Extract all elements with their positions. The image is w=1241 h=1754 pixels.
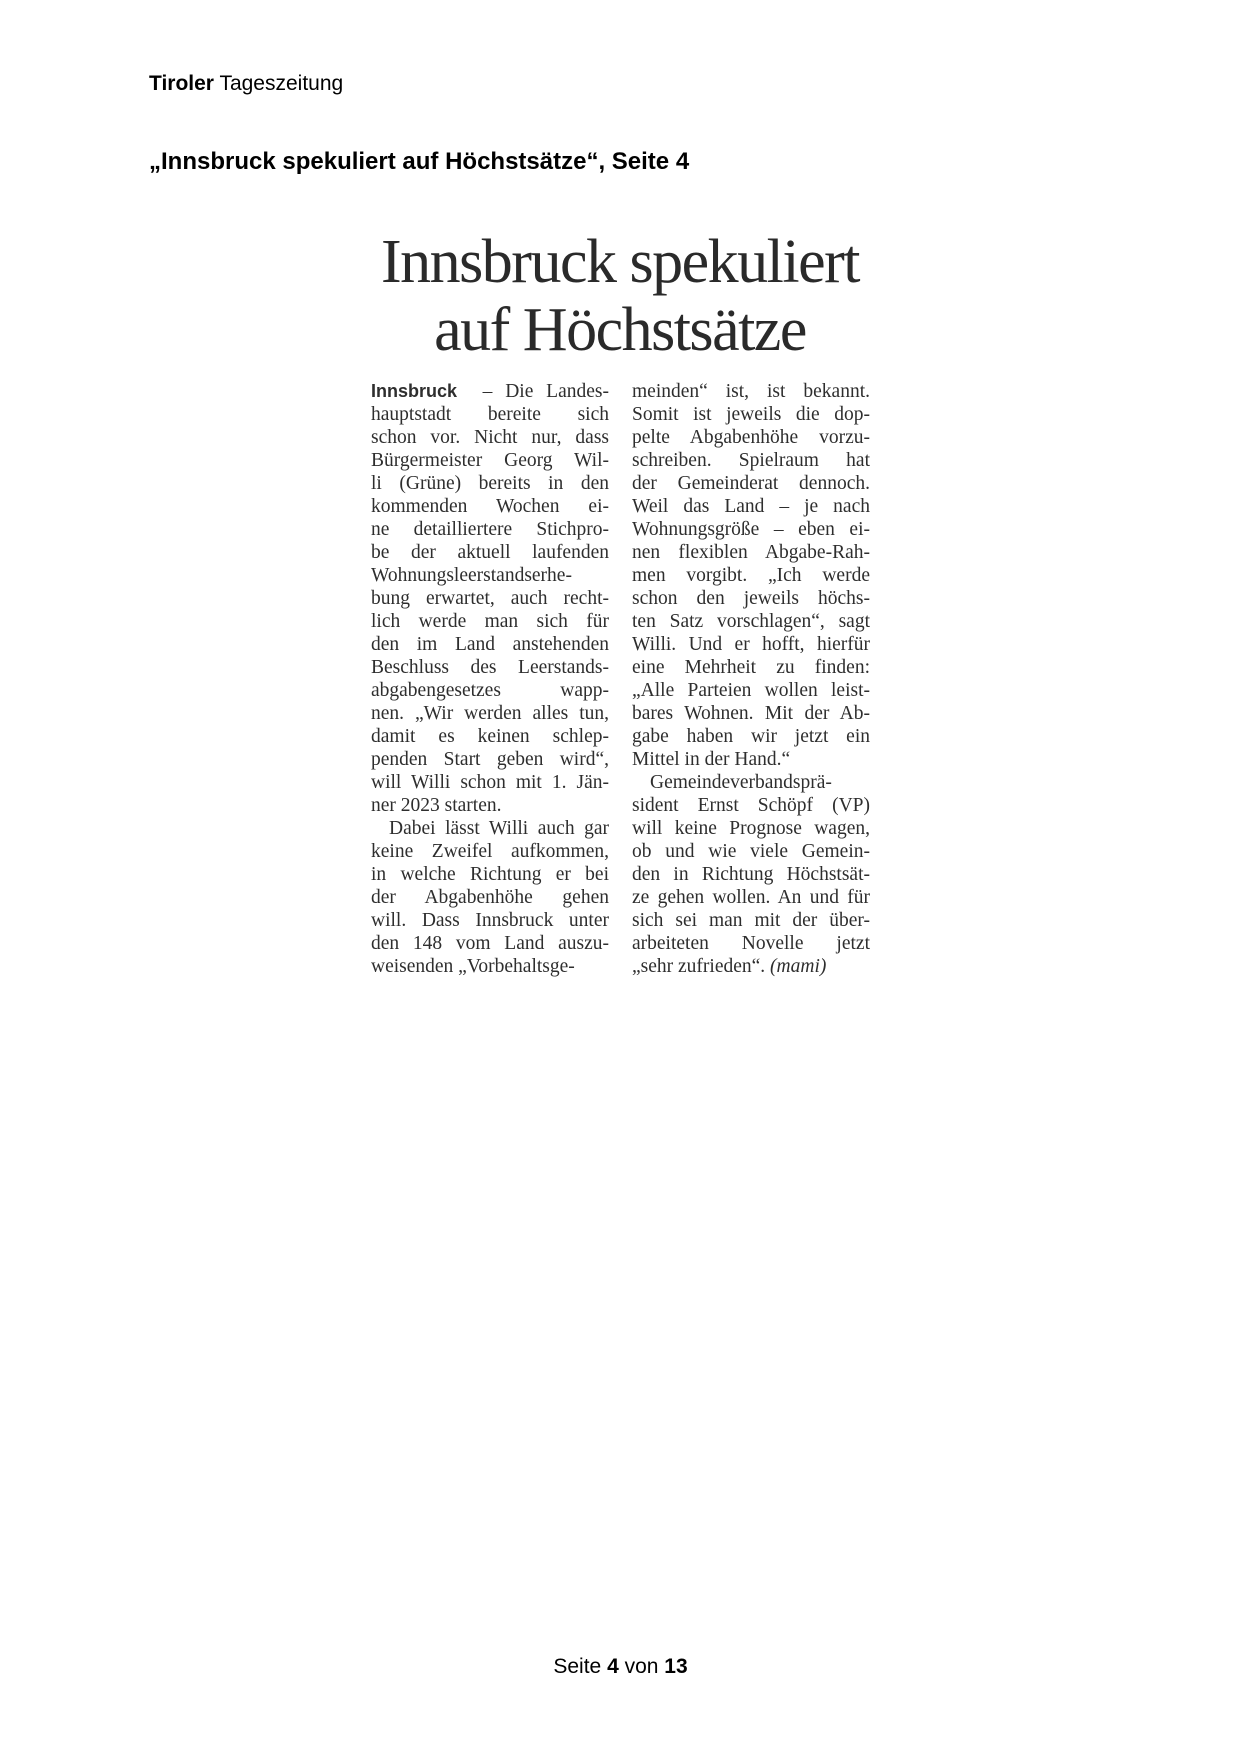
article-line <box>371 748 609 771</box>
line-text: – Die Landes- <box>482 381 609 402</box>
line-text: will keine Prognose wagen, <box>632 818 870 839</box>
line-text: nen. „Wir werden alles tun, <box>371 703 609 724</box>
article-line <box>371 702 609 725</box>
page-of: von <box>624 1655 659 1678</box>
article-line <box>632 403 870 426</box>
article-column-left <box>371 380 609 978</box>
article-line <box>632 748 870 771</box>
line-text: Willi. Und er hofft, hierfür <box>632 634 870 655</box>
article-line <box>632 771 870 794</box>
line-text: eine Mehrheit zu finden: <box>632 657 870 678</box>
article-line <box>632 702 870 725</box>
article-line <box>371 863 609 886</box>
line-text: gabe haben wir jetzt ein <box>632 726 870 747</box>
article-line <box>632 541 870 564</box>
article-line <box>371 679 609 702</box>
article-line <box>371 725 609 748</box>
article-line <box>632 380 870 403</box>
line-text: weisenden „Vorbehaltsge- <box>371 956 575 977</box>
line-text: bung erwartet, auch recht- <box>371 588 609 609</box>
article-line <box>371 610 609 633</box>
headline-line: auf Höchstsätze <box>434 296 806 364</box>
article-reference: „Innsbruck spekuliert auf Höchstsätze“, Seite 4 <box>149 148 690 175</box>
page-number <box>0 1655 1241 1679</box>
line-text: hauptstadt bereite sich <box>371 404 609 425</box>
line-text: sident Ernst Schöpf (VP) <box>632 795 870 816</box>
article-line <box>632 679 870 702</box>
line-text: ne detailliertere Stichpro- <box>371 519 609 540</box>
headline-line: Innsbruck spekuliert <box>381 228 859 296</box>
article-line <box>632 863 870 886</box>
line-text: be der aktuell laufenden <box>371 542 609 563</box>
line-text: ze gehen wollen. An und für <box>632 887 870 908</box>
article-column-right <box>632 380 870 978</box>
article-line <box>632 955 870 978</box>
line-text: pelte Abgabenhöhe vorzu- <box>632 427 870 448</box>
article-line <box>371 840 609 863</box>
article-line <box>371 564 609 587</box>
line-text: schreiben. Spielraum hat <box>632 450 870 471</box>
line-text: abgabengesetzes wapp- <box>371 680 609 701</box>
line-text: nen flexiblen Abgabe-Rah- <box>632 542 870 563</box>
article-line <box>632 794 870 817</box>
article-line <box>371 449 609 472</box>
line-text: Bürgermeister Georg Wil- <box>371 450 609 471</box>
article-line <box>371 587 609 610</box>
author-signature: (mami) <box>770 956 827 977</box>
line-text: Dabei lässt Willi auch gar <box>389 818 609 839</box>
article-line <box>371 909 609 932</box>
article-line <box>632 564 870 587</box>
article-line <box>632 886 870 909</box>
line-text: kommenden Wochen ei- <box>371 496 609 517</box>
line-text: den in Richtung Höchstsät- <box>632 864 870 885</box>
article-line <box>632 840 870 863</box>
article-line <box>632 817 870 840</box>
article-line <box>371 541 609 564</box>
line-text: der Abgabenhöhe gehen <box>371 887 609 908</box>
article-line <box>371 495 609 518</box>
line-text: der Gemeinderat dennoch. <box>632 473 870 494</box>
article-line <box>632 587 870 610</box>
line-text: „sehr zufrieden“. <box>632 956 766 977</box>
brand-bold: Tiroler <box>149 72 214 95</box>
line-text: Wohnungsleerstandserhe- <box>371 565 572 586</box>
article-line <box>632 518 870 541</box>
article-line <box>371 656 609 679</box>
line-text: Somit ist jeweils die dop- <box>632 404 870 425</box>
line-text: Weil das Land – je nach <box>632 496 870 517</box>
dateline: Innsbruck <box>371 381 458 401</box>
article-line <box>632 656 870 679</box>
line-text: Gemeindeverbandsprä- <box>650 772 832 793</box>
line-text: meinden“ ist, ist bekannt. <box>632 381 870 402</box>
article-line <box>371 403 609 426</box>
line-text: damit es keinen schlep- <box>371 726 609 747</box>
line-text: penden Start geben wird“, <box>371 749 609 770</box>
article-line <box>371 886 609 909</box>
article-line <box>632 426 870 449</box>
headline <box>300 228 940 364</box>
line-text: bares Wohnen. Mit der Ab- <box>632 703 870 724</box>
brand-rest: Tageszeitung <box>219 72 344 95</box>
line-text: will Willi schon mit 1. Jän- <box>371 772 609 793</box>
page-label: Seite <box>553 1655 602 1678</box>
article-line <box>632 725 870 748</box>
line-text: den im Land anstehenden <box>371 634 609 655</box>
line-text: Mittel in der Hand.“ <box>632 749 791 770</box>
line-text: den 148 vom Land auszu- <box>371 933 609 954</box>
line-text: sich sei man mit der über- <box>632 910 870 931</box>
article-line <box>632 932 870 955</box>
line-text: li (Grüne) bereits in den <box>371 473 609 494</box>
line-text: men vorgibt. „Ich werde <box>632 565 870 586</box>
line-text: schon den jeweils höchs- <box>632 588 870 609</box>
line-text: ob und wie viele Gemein- <box>632 841 870 862</box>
article-line <box>632 495 870 518</box>
line-text: lich werde man sich für <box>371 611 609 632</box>
line-text: Wohnungsgröße – eben ei- <box>632 519 870 540</box>
line-text: Beschluss des Leerstands- <box>371 657 609 678</box>
article-line <box>371 518 609 541</box>
article-line <box>632 472 870 495</box>
line-text: keine Zweifel aufkommen, <box>371 841 609 862</box>
article-line <box>371 817 609 840</box>
line-text: ten Satz vorschlagen“, sagt <box>632 611 870 632</box>
line-text: schon vor. Nicht nur, dass <box>371 427 609 448</box>
line-text: in welche Richtung er bei <box>371 864 609 885</box>
line-text: will. Dass Innsbruck unter <box>371 910 609 931</box>
line-text: arbeiteten Novelle jetzt <box>632 933 870 954</box>
article-line <box>371 472 609 495</box>
article-line <box>632 633 870 656</box>
article-line <box>371 380 609 403</box>
article-line <box>632 610 870 633</box>
article-line <box>632 449 870 472</box>
current-page: 4 <box>607 1655 619 1678</box>
article-line <box>371 794 609 817</box>
article-line <box>371 932 609 955</box>
publication-name <box>149 72 343 96</box>
article-line <box>632 909 870 932</box>
article-line <box>371 955 609 978</box>
line-text: „Alle Parteien wollen leist- <box>632 680 870 701</box>
total-pages: 13 <box>664 1655 688 1678</box>
article-line <box>371 633 609 656</box>
line-text: ner 2023 starten. <box>371 795 502 816</box>
article-line <box>371 426 609 449</box>
article-line <box>371 771 609 794</box>
